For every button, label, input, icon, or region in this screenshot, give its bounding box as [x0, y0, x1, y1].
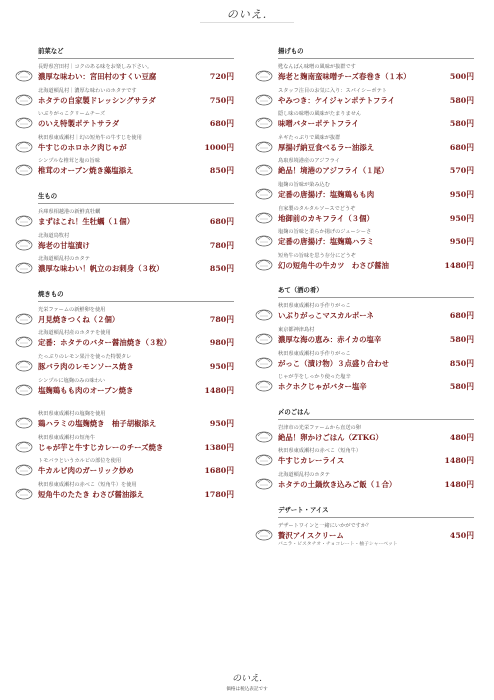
item-description: 北海道鳥牧村 — [38, 232, 70, 239]
item-row — [278, 213, 474, 225]
item-row — [278, 432, 474, 444]
item-description: スタッフ注目のお気に入り：スパイシーポテト — [278, 87, 387, 94]
item-name: 地御前のカキフライ（３個） — [278, 213, 374, 223]
menu-item — [254, 424, 474, 448]
fried-shrimp-icon — [254, 65, 274, 83]
menu-item — [14, 110, 234, 134]
logo: のいえ. — [226, 8, 268, 21]
item-price: 850円 — [209, 166, 234, 176]
noodle-icon — [254, 136, 274, 154]
item-price: 1480円 — [444, 479, 474, 489]
curry-icon — [254, 449, 274, 467]
item-description: シンプルに塩麹のみの味わい — [38, 377, 106, 384]
butter-icon — [254, 112, 274, 130]
item-price: 950円 — [209, 361, 234, 371]
menu-item — [14, 410, 234, 434]
menu-section — [14, 289, 234, 400]
scallop-sashimi-icon — [14, 257, 34, 275]
item-price: 1000円 — [204, 142, 234, 152]
item-price: 720円 — [209, 72, 234, 81]
item-name: ホクホクじゃがバター塩辛 — [278, 382, 367, 392]
item-name: 濃厚な海の恵み：赤イカの塩辛 — [278, 334, 382, 344]
menu-item — [254, 134, 474, 158]
menu-item — [14, 306, 234, 330]
item-name: 絶品！卵かけごはん（ZTKG） — [278, 432, 383, 442]
menu-item — [254, 110, 474, 134]
potato-cheese-icon — [14, 436, 34, 454]
item-row — [38, 465, 234, 477]
item-name: やみつき：ケイジャンポテトフライ — [278, 95, 395, 105]
section-title: デザート・アイス — [278, 505, 474, 518]
item-name: 幻の短角牛の牛カツ わさび醤油 — [278, 260, 389, 270]
item-description: 秋田県東成瀬村の手作りがっこ — [278, 303, 351, 310]
fried-oyster-icon — [254, 207, 274, 225]
section-title: 揚げもの — [278, 46, 474, 59]
squid-icon — [254, 328, 274, 346]
item-row — [38, 216, 234, 228]
item-name: 牛すじカレーライス — [278, 456, 345, 466]
menu-section — [14, 46, 234, 181]
menu-item — [14, 434, 234, 458]
item-row — [38, 314, 234, 326]
item-row — [278, 310, 474, 322]
item-description: 塩麹の旨味と柔らか揚げのジューシーさ — [278, 229, 372, 236]
item-row — [38, 442, 234, 454]
pickles-icon — [254, 352, 274, 370]
item-name: 定番：ホタテのバター醤油焼き（３粒） — [38, 338, 172, 348]
item-price: 450円 — [449, 530, 474, 540]
menu-item — [254, 63, 474, 87]
item-row — [38, 489, 234, 501]
item-row — [278, 334, 474, 346]
item-price: 1480円 — [444, 456, 474, 466]
beef-stew-icon — [14, 136, 34, 154]
item-row — [278, 118, 474, 130]
menu-item — [254, 252, 474, 276]
menu-item — [254, 302, 474, 326]
pan-icon — [254, 230, 274, 248]
item-price: 980円 — [209, 338, 234, 348]
skewer-icon — [14, 412, 34, 430]
item-price: 1480円 — [204, 385, 234, 395]
menu-item — [254, 373, 474, 397]
menu-item — [14, 87, 234, 111]
grilled-scallop-icon — [14, 331, 34, 349]
item-row — [38, 71, 234, 83]
item-name: 鶏ハラミの塩麹焼き 柚子胡椒添え — [38, 419, 157, 429]
item-name: 定番の唐揚げ：塩麹鶏ハラミ — [278, 237, 375, 247]
menu-item — [14, 457, 234, 481]
item-name: 贅沢アイスクリーム — [278, 530, 344, 540]
item-row — [38, 337, 234, 349]
left-column — [14, 46, 234, 515]
item-name: 絶品！境港のアジフライ（１尾） — [278, 166, 389, 176]
menu-item — [14, 208, 234, 232]
item-price: 1680円 — [204, 466, 234, 476]
item-price: 680円 — [209, 216, 234, 226]
menu-item — [254, 471, 474, 495]
item-row — [278, 95, 474, 107]
item-description: たっぷりのレモン果汁を使った特製タレ — [38, 353, 132, 360]
section-title: あて（酒の肴） — [278, 285, 474, 298]
item-name: 海老と麹南蛮味噌チーズ春巻き（１本） — [278, 72, 411, 81]
fries-icon — [254, 89, 274, 107]
item-row — [38, 385, 234, 397]
item-description: 短角牛の旨味を思う存分にどうぞ — [278, 252, 356, 259]
menu-section — [14, 191, 234, 279]
item-description: 光栄ファームの新鮮卵を使用 — [38, 306, 106, 313]
item-name: 塩麹鶏もも肉のオーブン焼き — [38, 385, 134, 395]
item-price: 570円 — [449, 166, 474, 176]
item-price: 850円 — [209, 264, 234, 274]
item-description: いぶりがっこクリームチーズ — [38, 111, 106, 118]
chicken-icon — [14, 379, 34, 397]
fish-icon — [254, 159, 274, 177]
item-price: 680円 — [449, 311, 474, 321]
item-name: 月見焼きつくね（２個） — [38, 314, 120, 324]
rice-icon — [254, 473, 274, 491]
dessert-icon — [254, 524, 274, 542]
menu-item — [254, 326, 474, 350]
item-price: 950円 — [449, 213, 474, 223]
tsukune-icon — [14, 308, 34, 326]
item-row — [278, 260, 474, 272]
item-name: じゃが芋と牛すじカレーのチーズ焼き — [38, 442, 164, 452]
potato-butter-icon — [254, 375, 274, 393]
item-name: 定番の唐揚げ：塩麹鶏もも肉 — [278, 189, 375, 199]
item-description: 秋田県東成瀬村の塩麹を使用 — [38, 411, 106, 418]
item-price: 950円 — [449, 237, 474, 247]
item-description: 隠し味の味噌の風味がたまりません — [278, 111, 362, 118]
section-title: 生もの — [38, 191, 234, 204]
menu-item — [254, 350, 474, 374]
item-description: ネギたっぷりで風味が抜群 — [278, 134, 341, 141]
item-description: デザートワインと一緒にいかがですか？ — [278, 522, 372, 529]
beef-tataki-icon — [14, 483, 34, 501]
item-row — [38, 118, 234, 130]
footer-logo: のいえ. — [232, 674, 262, 684]
scallop-icon — [14, 89, 34, 107]
menu-section — [254, 407, 474, 495]
garlic-icon — [14, 459, 34, 477]
item-description: 長野県宮田村｜コクのある味をお楽しみ下さい。 — [38, 64, 153, 70]
item-name: まずはこれ！生牡蠣（１個） — [38, 216, 135, 226]
item-description: 岩津市の光栄ファームから直送の卵 — [278, 424, 361, 431]
menu-section — [14, 410, 234, 504]
menu-item — [254, 522, 474, 552]
mushroom-icon — [14, 159, 34, 177]
item-price: 1480円 — [444, 260, 474, 270]
item-name: 海老の甘塩漬け — [38, 240, 90, 250]
right-column — [254, 46, 474, 562]
item-row — [278, 236, 474, 248]
item-row — [38, 240, 234, 252]
item-name: 味噌バターポテトフライ — [278, 119, 359, 129]
item-name: がっこ（漬け物）３点盛り合わせ — [278, 358, 389, 368]
cow-icon — [254, 254, 274, 272]
item-row — [38, 165, 234, 177]
item-price: 580円 — [449, 119, 474, 129]
item-name: ホタテの自家製ドレッシングサラダ — [38, 95, 156, 105]
menu-item — [14, 134, 234, 158]
item-subtext: バニラ・ピスタチオ・チョコレート・柚子シャーベット — [278, 541, 398, 547]
item-name: 濃厚な味わい！帆立のお刺身（３枚） — [38, 264, 164, 274]
section-title: 焼きもの — [38, 289, 234, 302]
item-row — [278, 479, 474, 491]
item-description: 東京都神津島村 — [278, 326, 315, 333]
item-description: 自家製のタルタルソースでどうぞ — [278, 205, 356, 212]
karaage-icon — [254, 183, 274, 201]
pork-icon — [14, 355, 34, 373]
item-description: 鳥取県境港産のアジフライ — [278, 158, 340, 165]
item-price: 580円 — [449, 382, 474, 392]
menu-section — [254, 505, 474, 552]
item-price: 850円 — [449, 358, 474, 368]
item-description: 甦なんばん味噌の風味が抜群です — [278, 64, 356, 70]
menu-item — [254, 87, 474, 111]
logo-divider — [200, 22, 294, 23]
menu-item — [254, 228, 474, 252]
item-name: のいえ特製ポテトサラダ — [38, 119, 120, 129]
item-price: 780円 — [209, 240, 234, 250]
item-description: 北海道頓乱村｜濃厚な味わいのホタテです — [38, 87, 137, 94]
menu-item — [14, 63, 234, 87]
item-description: 秋田県東成瀬村の手作りがっこ — [278, 350, 351, 357]
tofu-icon — [14, 65, 34, 83]
carrot-icon — [254, 304, 274, 322]
item-price: 1780円 — [204, 489, 234, 499]
item-description: シンプルな椎茸と塩の旨味 — [38, 158, 100, 165]
item-name: 豚バラ肉のレモンソース焼き — [38, 361, 134, 371]
menu-item — [254, 447, 474, 471]
item-name: 短角牛のたたき わさび醤油添え — [38, 489, 145, 499]
menu-item — [14, 255, 234, 279]
item-description: 北海道頓乱村産のホタテを使用 — [38, 330, 111, 337]
item-row — [278, 142, 474, 154]
item-row — [38, 95, 234, 107]
item-name: 椎茸のオーブン焼き藻塩添え — [38, 166, 134, 176]
section-title: 〆のごはん — [278, 407, 474, 420]
item-row — [278, 530, 474, 542]
item-row — [278, 381, 474, 393]
item-description: 秋田県東成瀬村の短角牛 — [38, 434, 96, 441]
item-name: ホタテの土鍋炊き込みご飯（１合） — [278, 479, 397, 489]
item-row — [38, 418, 234, 430]
item-name: いぶりがっこマスカルポーネ — [278, 311, 374, 321]
item-price: 1380円 — [204, 442, 234, 452]
shrimp-icon — [14, 234, 34, 252]
item-description: 北海道頓乱村のホタテ — [38, 256, 90, 263]
item-row — [38, 142, 234, 154]
item-description: トモバラというカルビの部位を使用 — [38, 458, 122, 465]
menu-section — [254, 46, 474, 275]
item-row — [278, 189, 474, 201]
potato-icon — [14, 112, 34, 130]
item-row — [278, 165, 474, 177]
item-price: 950円 — [209, 419, 234, 429]
menu-item — [14, 377, 234, 401]
item-row — [278, 71, 474, 83]
item-description: 北海道頓乱村のホタテ — [278, 471, 330, 478]
section-title: 前菜など — [38, 46, 234, 59]
menu-item — [14, 481, 234, 505]
item-name: 濃厚な味わい：宮田村のすくい豆腐 — [38, 72, 157, 81]
item-price: 500円 — [449, 72, 474, 81]
item-row — [38, 361, 234, 373]
menu-item — [254, 157, 474, 181]
item-price: 750円 — [209, 95, 234, 105]
item-description: じゃが芋をしっかり使った塩辛 — [278, 374, 351, 381]
item-name: 牛カルビ肉のガーリック炒め — [38, 466, 134, 476]
item-description: 兵庫県相越港の新鮮真牡蠣 — [38, 208, 101, 215]
egg-icon — [254, 426, 274, 444]
item-price: 680円 — [449, 142, 474, 152]
item-description: 秋田県東成瀬村の赤べこ（短角牛） — [278, 448, 362, 455]
footer — [0, 671, 494, 692]
item-row — [38, 263, 234, 275]
item-description: 秋田県東成瀬村｜幻の短角牛の牛すじを使用 — [38, 134, 142, 141]
item-name: 牛すじのホロホク肉じゃが — [38, 142, 127, 152]
menu-item — [14, 353, 234, 377]
menu-item — [14, 232, 234, 256]
tax-note: 価格は税込表記です — [226, 687, 268, 692]
menu-item — [14, 157, 234, 181]
item-price: 950円 — [449, 189, 474, 199]
item-description: 塩麹の旨味が染み込む — [278, 181, 330, 188]
item-price: 780円 — [209, 314, 234, 324]
item-price: 580円 — [449, 95, 474, 105]
menu-item — [254, 205, 474, 229]
menu-item — [14, 329, 234, 353]
menu-section — [254, 285, 474, 396]
item-price: 580円 — [449, 334, 474, 344]
item-price: 680円 — [209, 119, 234, 129]
oyster-icon — [14, 210, 34, 228]
item-name: 厚揚げ納豆食べるラー油添え — [278, 142, 375, 152]
item-row — [278, 455, 474, 467]
menu-item — [254, 181, 474, 205]
item-row — [278, 358, 474, 370]
item-description: 秋田県東成瀬村の赤べこ（短角牛）を使用 — [38, 481, 137, 488]
item-price: 480円 — [449, 432, 474, 442]
